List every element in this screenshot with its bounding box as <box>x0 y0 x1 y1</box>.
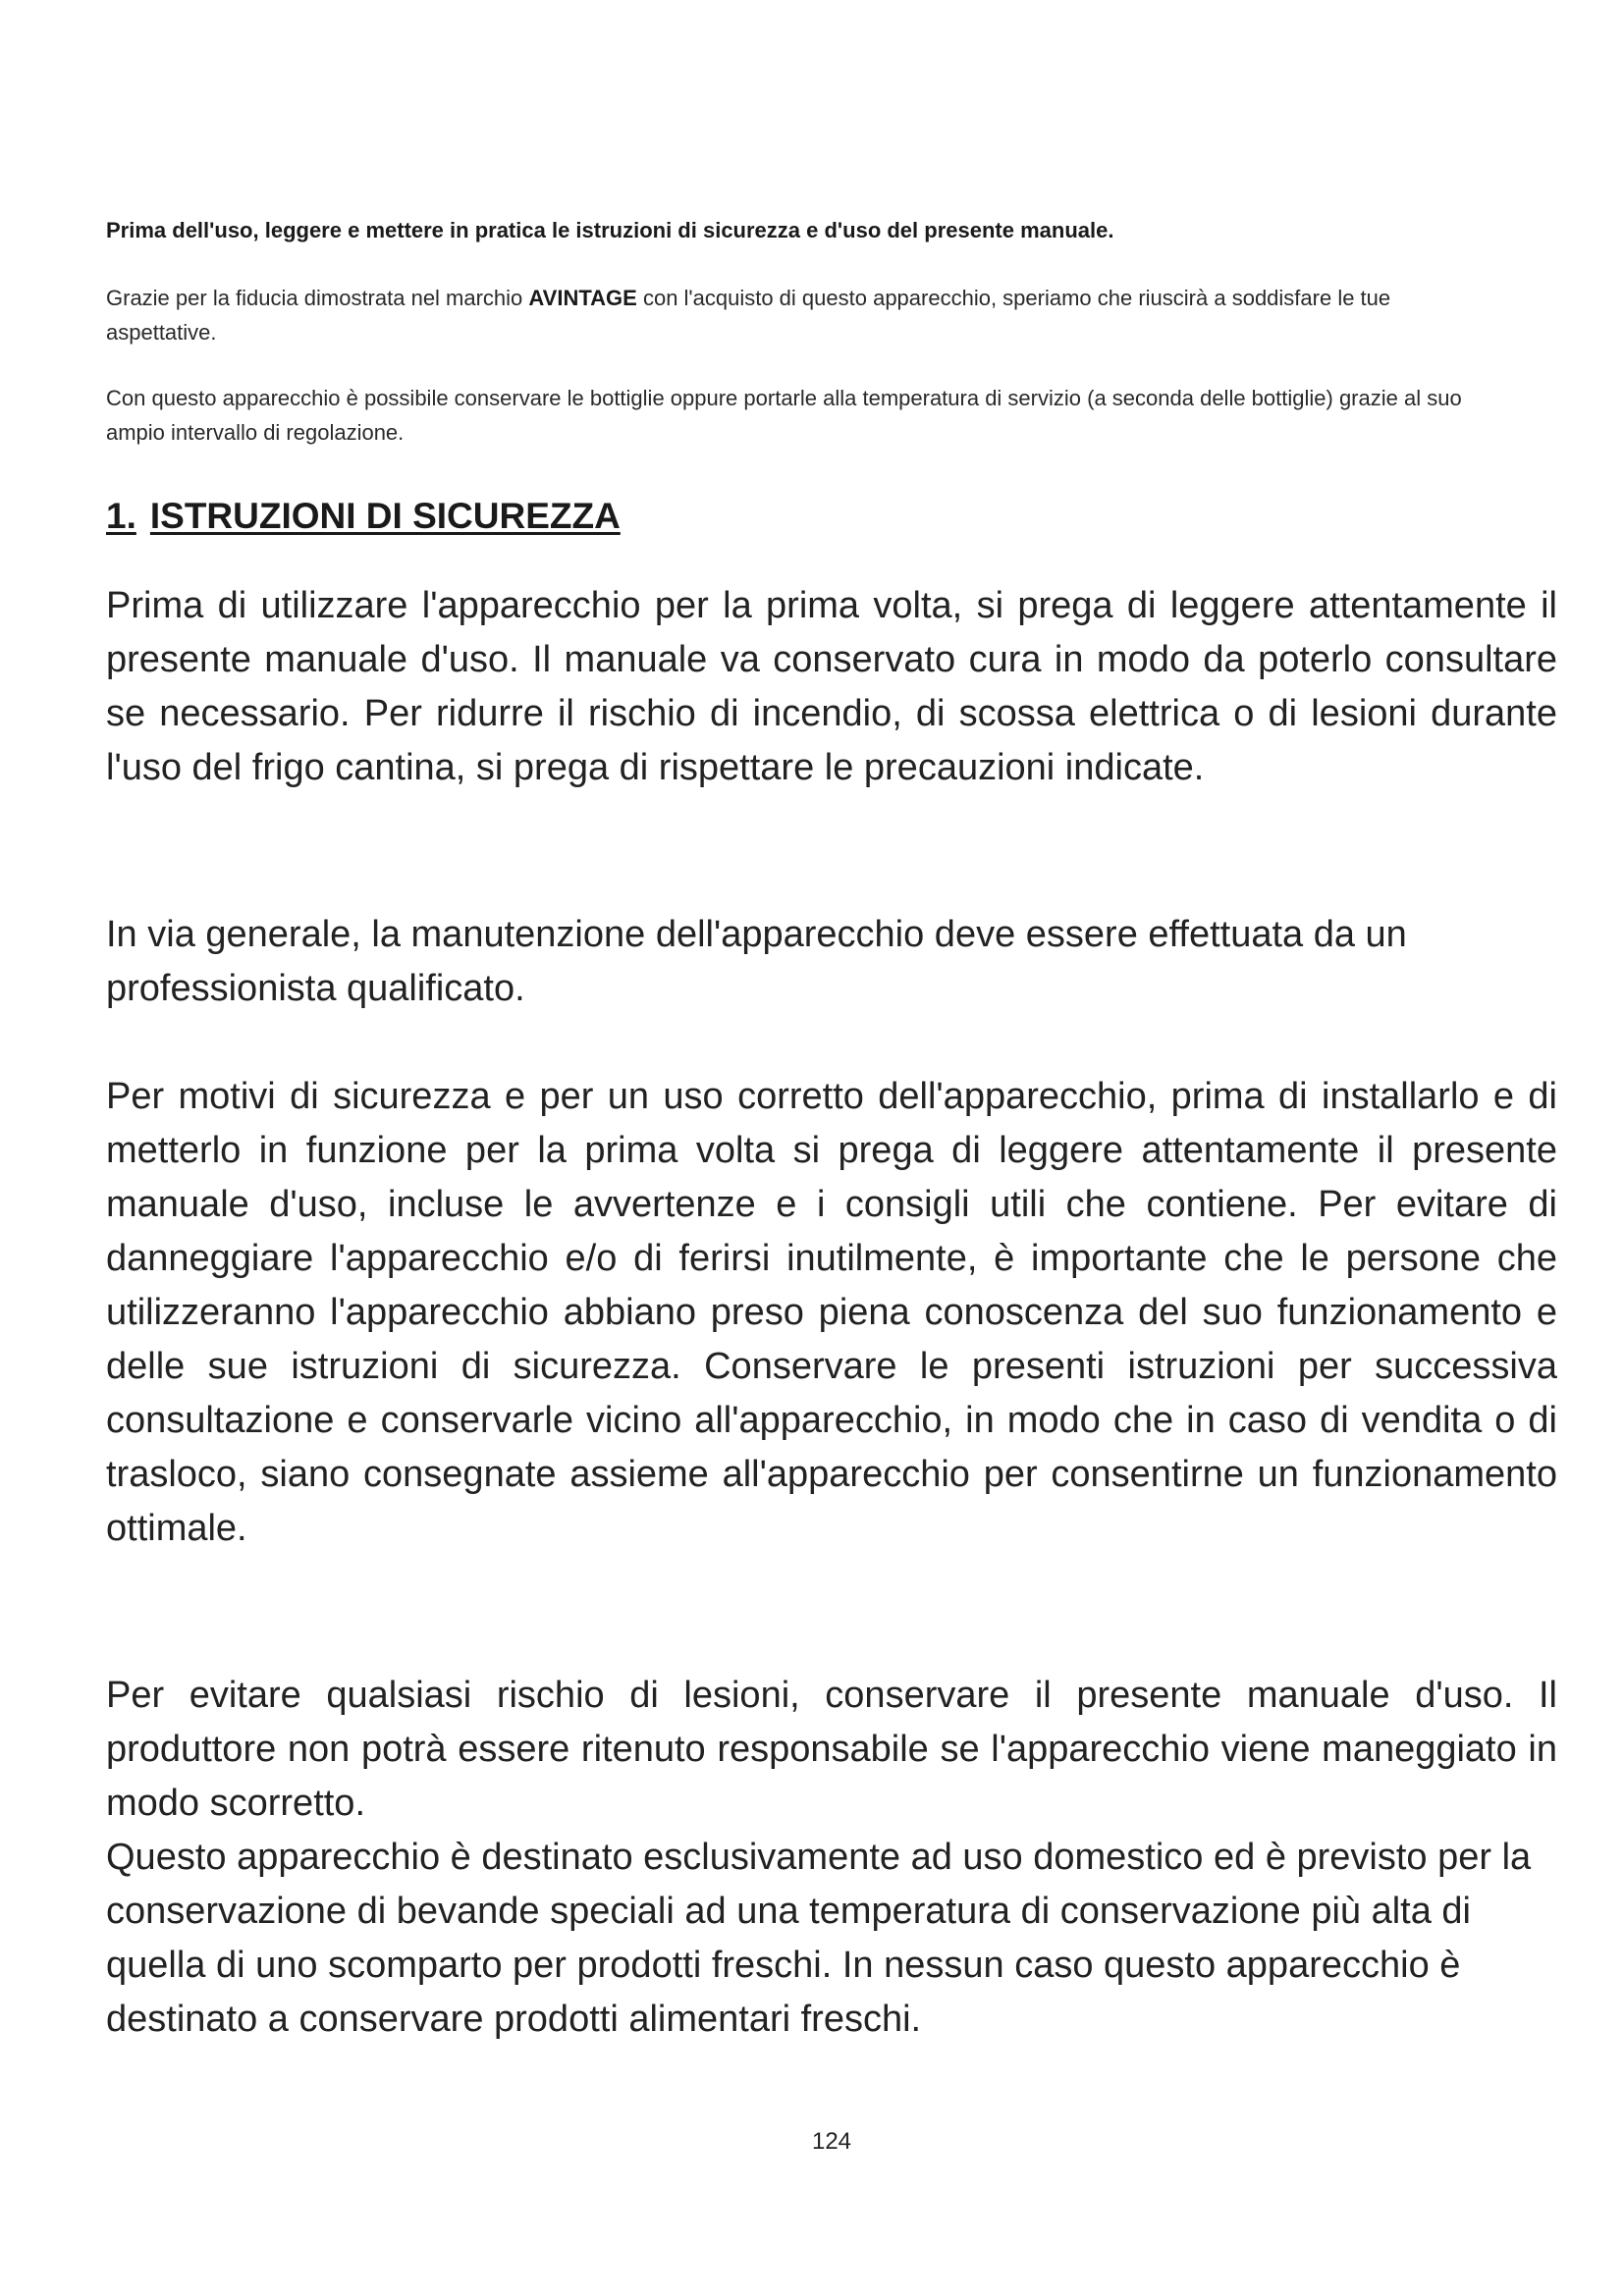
thanks-paragraph <box>106 281 1481 349</box>
body-paragraph-2: In via generale, la manutenzione dell'apparecchio deve essere effettuata da un professionista qualificato. <box>106 914 1407 1009</box>
bottles-paragraph: Con questo apparecchio è possibile conservare le bottiglie oppure portarle alla temperatura di servizio (a seconda delle bottiglie) grazie al suo ampio intervallo di regolazione. <box>106 386 1462 445</box>
brand-name: AVINTAGE <box>528 286 637 310</box>
body-paragraph-4: Per evitare qualsiasi rischio di lesioni, conservare il presente manuale d'uso. Il produttore non potrà essere ritenuto responsabile se l'apparecchio viene maneggiato in modo scorretto. <box>106 1675 1557 1824</box>
thanks-text-before: Grazie per la fiducia dimostrata nel marchio <box>106 286 529 310</box>
section-heading <box>106 496 621 537</box>
body-paragraph-5: Questo apparecchio è destinato esclusivamente ad uso domestico ed è previsto per la conservazione di bevande speciali ad una temperatura di conservazione più alta di quella di uno scomparto per prodotti freschi. In nessun caso questo apparecchio è destinato a conservare prodotti alimentari freschi. <box>106 1837 1532 2040</box>
body-paragraph-1: Prima di utilizzare l'apparecchio per la prima volta, si prega di leggere attentamente il presente manuale d'uso. Il manuale va conservato cura in modo da poterlo consultare se necessario. Per ridurre il rischio di incendio, di scossa elettrica o di lesioni durante l'uso del frigo cantina, si prega di rispettare le precauzioni indicate. <box>106 585 1557 788</box>
body-paragraph-3: Per motivi di sicurezza e per un uso corretto dell'apparecchio, prima di installarlo e di metterlo in funzione per la prima volta si prega di leggere attentamente il presente manuale d'uso, incluse le avvertenze e i consigli utili che contiene. Per evitare di danneggiare l'apparecchio e/o di ferirsi inutilmente, è importante che le persone che utilizzeranno l'apparecchio abbiano preso piena conoscenza del suo funzionamento e delle sue istruzioni di sicurezza. Conservare le presenti istruzioni per successiva consultazione e conservarle vicino all'apparecchio, in modo che in caso di vendita o di trasloco, siano consegnate assieme all'apparecchio per consentirne un funzionamento ottimale. <box>106 1076 1557 1549</box>
section-number: 1. <box>106 496 136 536</box>
thanks-text-after: con l'acquisto di questo apparecchio, speriamo che riuscirà a soddisfare le tue aspettative. <box>106 286 1391 345</box>
page-number: 124 <box>811 2128 852 2155</box>
body-paragraphs-4-5 <box>106 1669 1557 2047</box>
intro-instruction: Prima dell'uso, leggere e mettere in pratica le istruzioni di sicurezza e d'uso del presente manuale. <box>106 218 1114 242</box>
section-title: ISTRUZIONI DI SICUREZZA <box>149 496 621 536</box>
